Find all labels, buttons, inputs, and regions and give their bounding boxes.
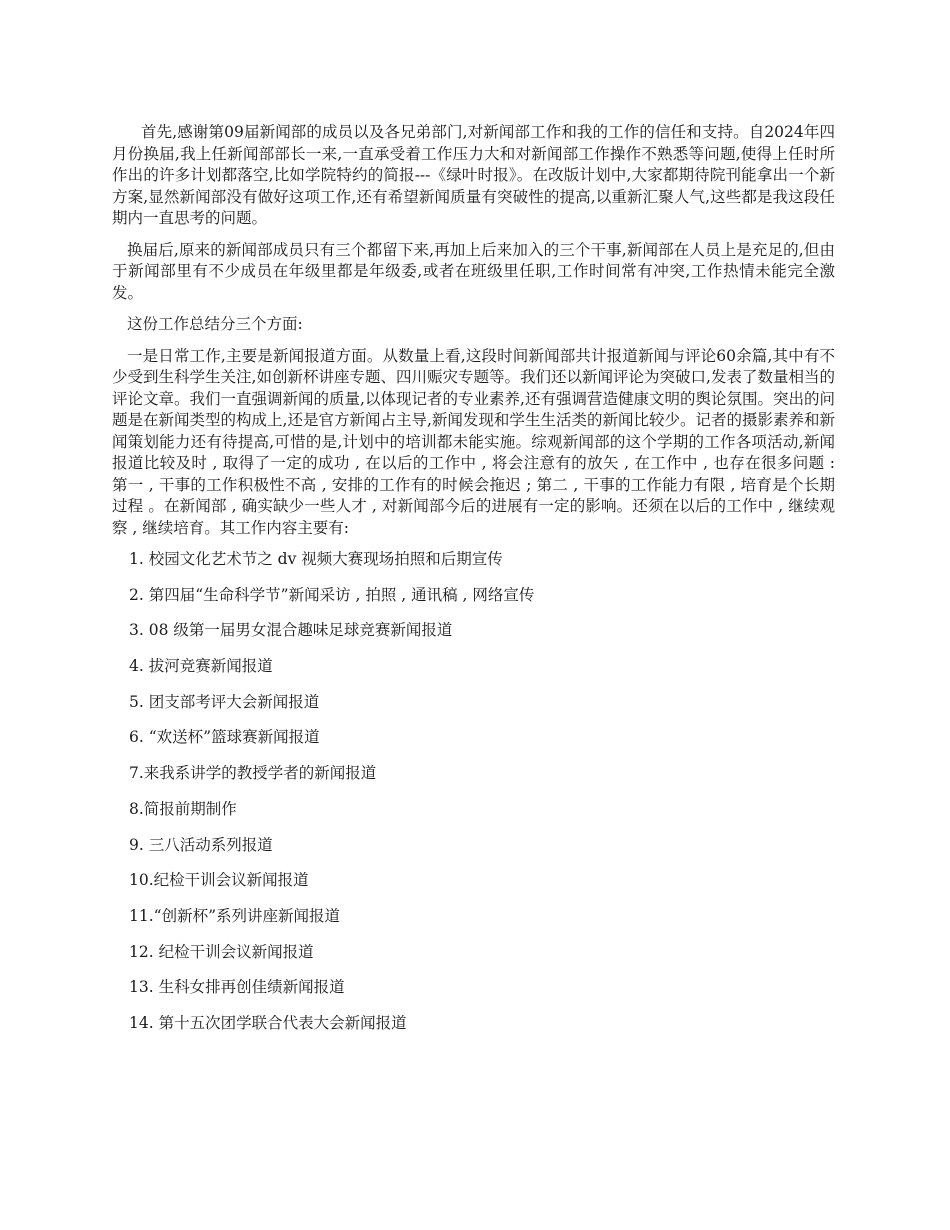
paragraph-staffing: 换届后,原来的新闻部成员只有三个都留下来,再加上后来加入的三个干事,新闻部在人员上是充足的,但由于新闻部里有不少成员在年级里都是年级委,或者在班级里任职,工作时间常有冲突,工作热情未能完全激发。 (112, 240, 835, 302)
paragraph-intro: 首先,感谢第09届新闻部的成员以及各兄弟部门,对新闻部工作和我的工作的信任和支持。自2024年四月份换届,我上任新闻部部长一来,一直承受着工作压力大和对新闻部工作操作不熟悉等问题,使得上任时所作出的许多计划都落空,比如学院特约的简报---《绿叶时报》。在改版计划中,大家都期待院刊能拿出一个新方案,显然新闻部没有做好这项工作,还有希望新闻质量有突破性的提高,以重新汇聚人气,这些都是我这段任期内一直思考的问题。 (112, 123, 835, 227)
list-item: 12. 纪检干训会议新闻报道 (129, 942, 314, 961)
document-page (112, 122, 835, 1049)
list-item: 9. 三八活动系列报道 (129, 835, 273, 854)
list-item: 1. 校园文化艺术节之 dv 视频大赛现场拍照和后期宣传 (129, 550, 503, 568)
list-item: 4. 拔河竞赛新闻报道 (129, 657, 273, 676)
list-item: 5. 团支部考评大会新闻报道 (129, 692, 320, 711)
list-item: 10.纪检干训会议新闻报道 (129, 871, 309, 890)
list-item: 13. 生科女排再创佳绩新闻报道 (129, 978, 345, 997)
work-item-list (112, 549, 835, 1049)
list-item: 2. 第四届“生命科学节”新闻采访 , 拍照 , 通讯稿 , 网络宣传 (129, 585, 535, 604)
paragraph-daily-work: 一是日常工作,主要是新闻报道方面。从数量上看,这段时间新闻部共计报道新闻与评论60余篇,其中有不少受到生科学生关注,如创新杯讲座专题、四川赈灾专题等。我们还以新闻评论为突破口,发表了数量相当的评论文章。我们一直强调新闻的质量,以体现记者的专业素养,还有强调营造健康文明的舆论氛围。突出的问题是在新闻类型的构成上,还是官方新闻占主导,新闻发现和学生生活类的新闻比较少。记者的摄影素养和新闻策划能力还有待提高,可惜的是,计划中的培训都未能实施。综观新闻部的这个学期的工作各项活动,新闻报道比较及时 , 取得了一定的成功 , 在以后的工作中 , 将会注意有的放矢 , 在工作中 , 也存在很多问题 : 第一 , 干事的工作积极性不高 , 安排的工作有的时候会拖迟 ; 第二 , 干事的工作能力有限 , 培育是个长期过程 。在新闻部 , 确实缺少一些人才 , 对新闻部今后的进展有一定的影响。还须在以后的工作中 , 继续观察 , 继续培育。其工作内容主要有: (112, 346, 835, 537)
list-item: 7.来我系讲学的教授学者的新闻报道 (129, 764, 377, 783)
list-item: 14. 第十五次团学联合代表大会新闻报道 (129, 1013, 407, 1032)
list-item: 3. 08 级第一届男女混合趣味足球竞赛新闻报道 (129, 621, 453, 640)
list-item: 11.“创新杯”系列讲座新闻报道 (129, 906, 340, 925)
paragraph-summary-outline: 这份工作总结分三个方面: (127, 315, 303, 333)
list-item: 8.简报前期制作 (129, 799, 237, 818)
list-item: 6. “欢送杯”篮球赛新闻报道 (129, 728, 320, 747)
